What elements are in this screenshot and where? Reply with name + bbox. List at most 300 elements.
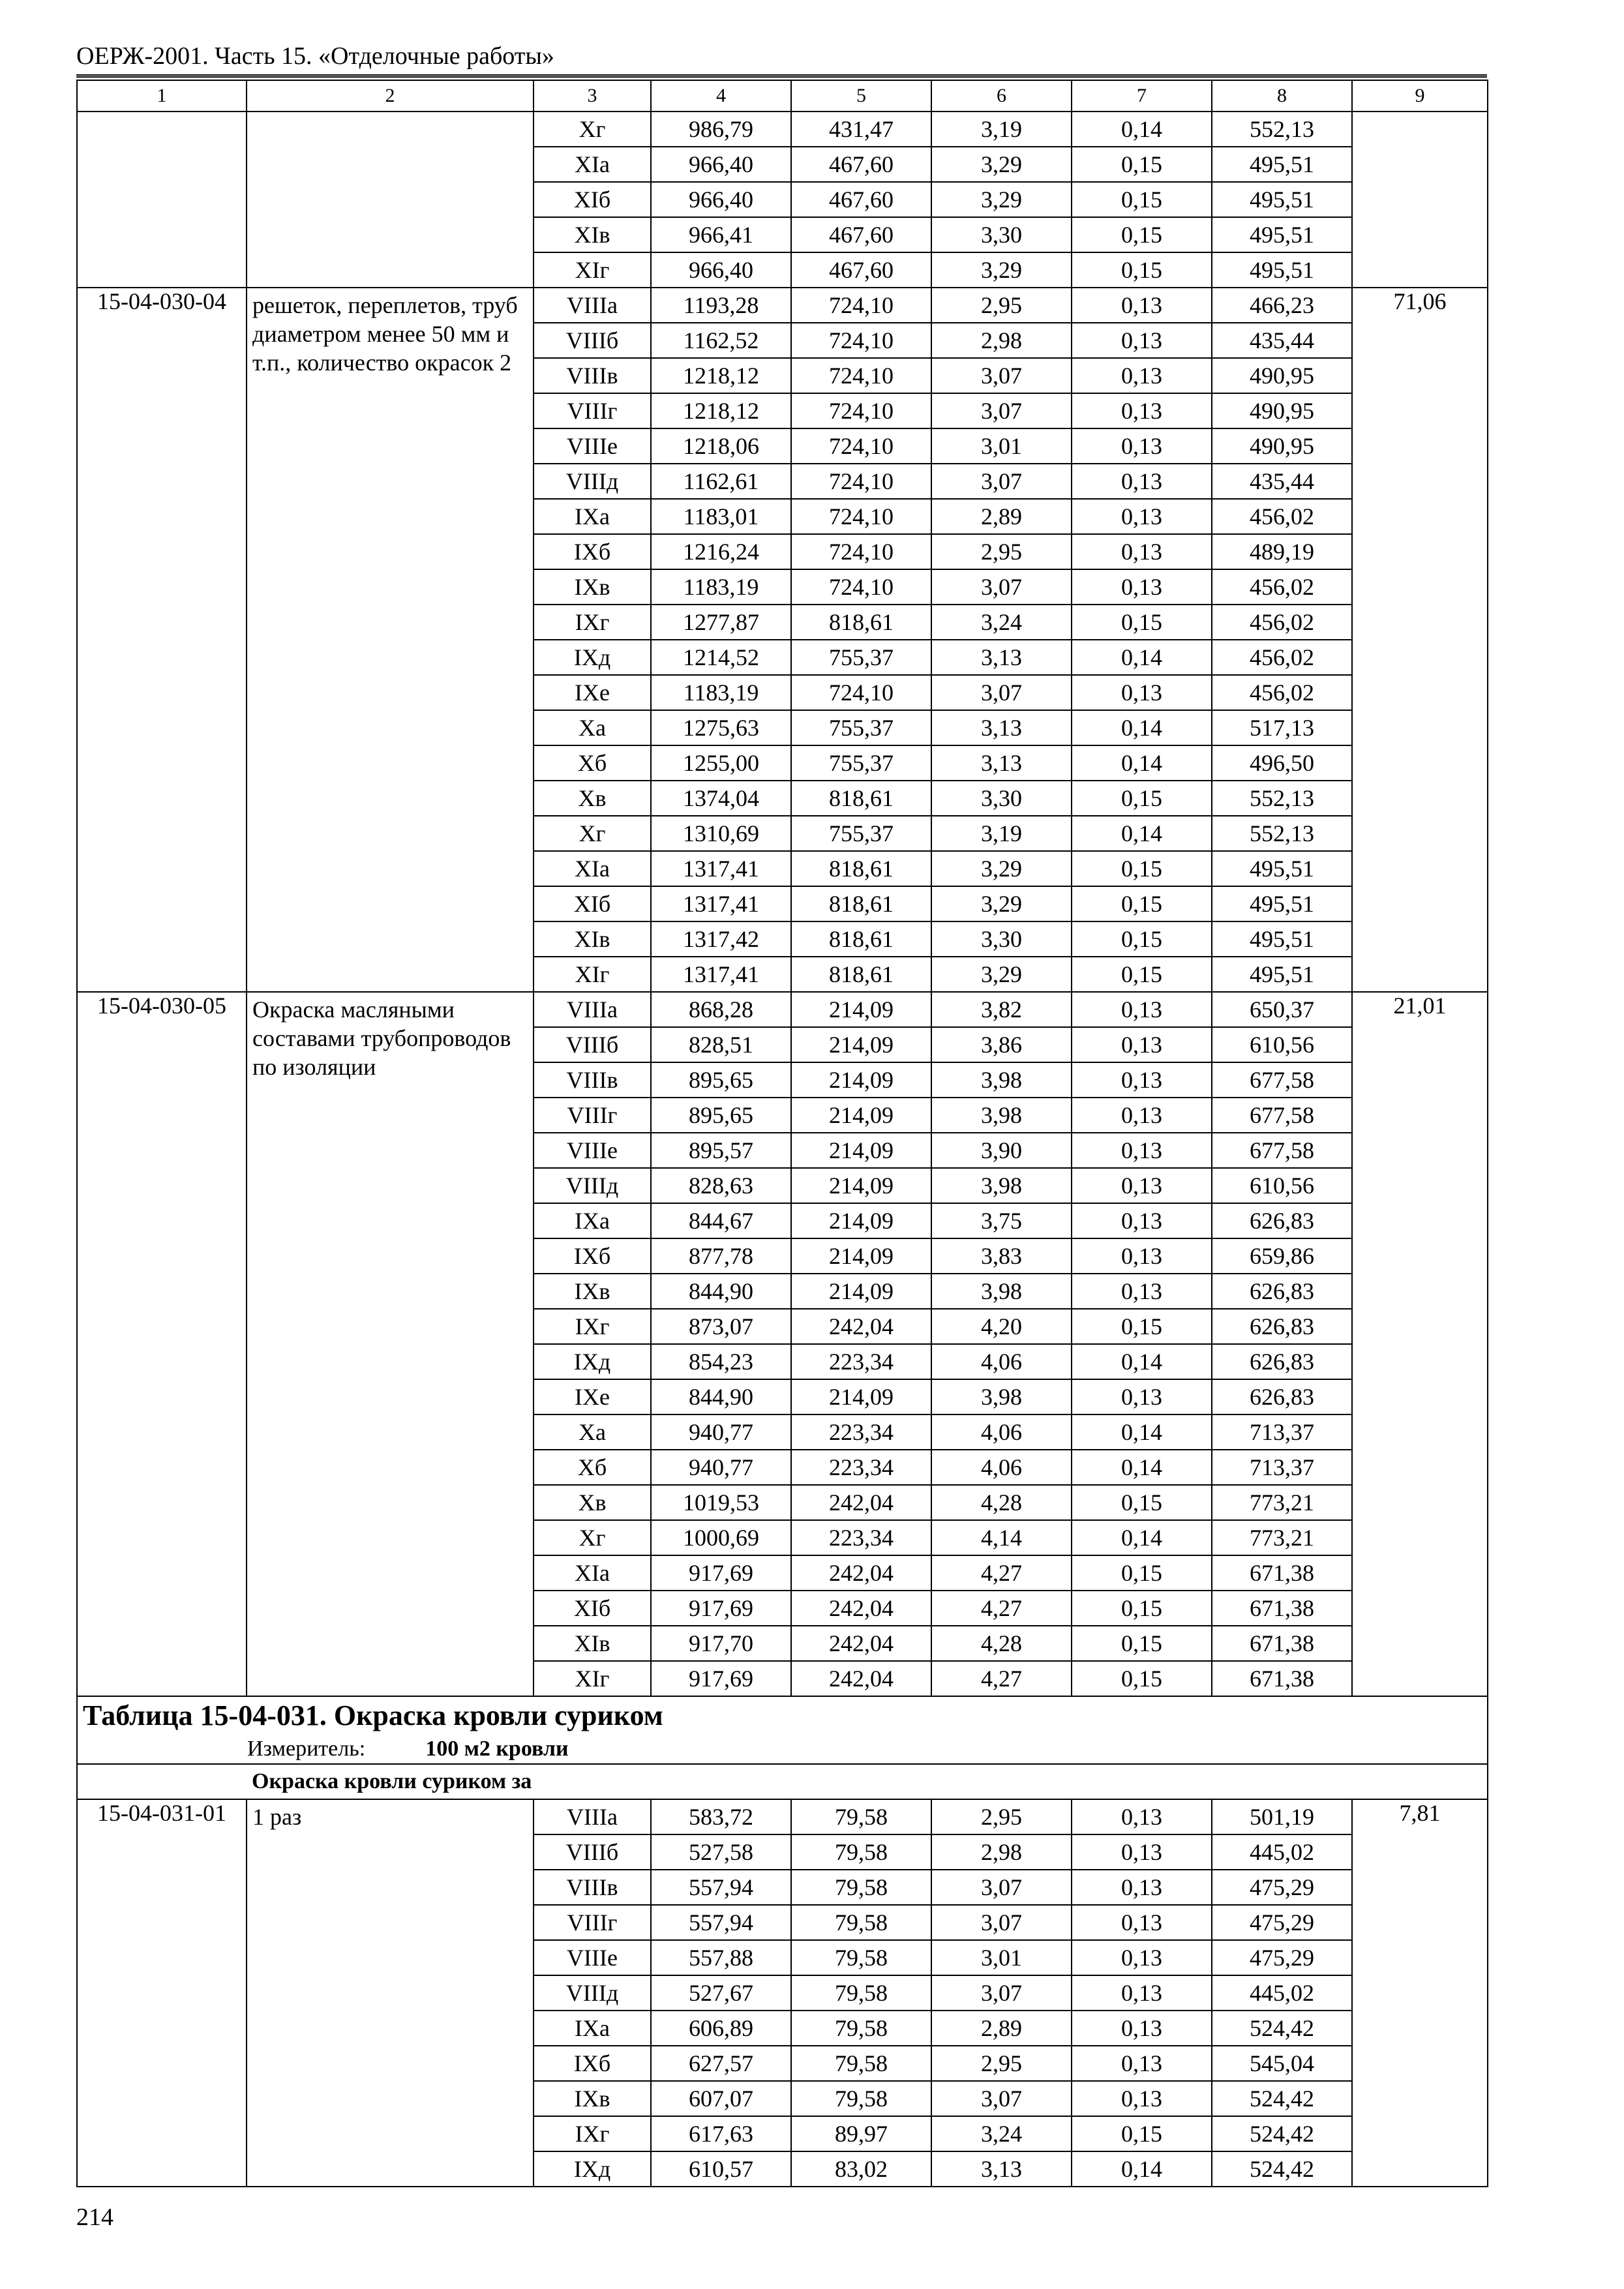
value-cell: 495,51: [1212, 921, 1352, 957]
value-cell: 1277,87: [651, 605, 791, 640]
section-spacer: [77, 1764, 247, 1799]
value-cell: 0,15: [1072, 1626, 1212, 1661]
value-cell: 475,29: [1212, 1870, 1352, 1905]
value-cell: 223,34: [791, 1520, 931, 1555]
value-cell: 0,14: [1072, 112, 1212, 147]
value-cell: 659,86: [1212, 1238, 1352, 1274]
value-cell: 0,13: [1072, 1203, 1212, 1238]
zone-cell: VIIIе: [534, 1940, 651, 1975]
value-cell: 0,13: [1072, 569, 1212, 605]
value-cell: 0,13: [1072, 992, 1212, 1027]
value-cell: 895,65: [651, 1098, 791, 1133]
value-cell: 4,27: [931, 1591, 1072, 1626]
value-cell: 818,61: [791, 605, 931, 640]
value-cell: 0,15: [1072, 851, 1212, 886]
zone-cell: IXв: [534, 2081, 651, 2116]
value-cell: 4,06: [931, 1344, 1072, 1379]
value-cell: 1162,52: [651, 323, 791, 358]
value-cell: 940,77: [651, 1450, 791, 1485]
zone-cell: XIа: [534, 1555, 651, 1591]
value-cell: 626,83: [1212, 1344, 1352, 1379]
value-cell: 1218,12: [651, 358, 791, 393]
value-cell: 606,89: [651, 2011, 791, 2046]
value-cell: 552,13: [1212, 816, 1352, 851]
value-cell: 3,07: [931, 1870, 1072, 1905]
measure-label: Измеритель:: [247, 1737, 366, 1761]
value-cell: 0,14: [1072, 640, 1212, 675]
value-cell: 4,27: [931, 1661, 1072, 1696]
value-cell: 818,61: [791, 921, 931, 957]
value-cell: 490,95: [1212, 428, 1352, 464]
value-cell: 79,58: [791, 2081, 931, 2116]
zone-cell: Xв: [534, 1485, 651, 1520]
value-cell: 545,04: [1212, 2046, 1352, 2081]
zone-cell: VIIIе: [534, 1133, 651, 1168]
value-cell: 0,15: [1072, 182, 1212, 217]
value-cell: 986,79: [651, 112, 791, 147]
measure-value: 100 м2 кровли: [425, 1737, 569, 1761]
value-cell: 966,40: [651, 147, 791, 182]
table-title-row: [77, 1696, 1488, 1764]
value-cell: 3,13: [931, 710, 1072, 745]
zone-cell: IXд: [534, 1344, 651, 1379]
work-description: [247, 112, 534, 288]
zone-cell: Xг: [534, 112, 651, 147]
value-cell: 445,02: [1212, 1975, 1352, 2011]
value-cell: 0,14: [1072, 816, 1212, 851]
work-description: 1 раз: [247, 1799, 534, 2187]
value-cell: 214,09: [791, 1133, 931, 1168]
value-cell: 501,19: [1212, 1799, 1352, 1834]
zone-cell: IXа: [534, 1203, 651, 1238]
value-cell: 0,13: [1072, 288, 1212, 323]
zone-cell: Xг: [534, 816, 651, 851]
value-cell: 3,29: [931, 252, 1072, 288]
value-cell: 0,15: [1072, 1485, 1212, 1520]
value-cell: 3,29: [931, 886, 1072, 921]
value-cell: 818,61: [791, 957, 931, 992]
zone-cell: IXе: [534, 1379, 651, 1414]
value-cell: 524,42: [1212, 2081, 1352, 2116]
value-cell: 3,29: [931, 182, 1072, 217]
value-cell: 490,95: [1212, 393, 1352, 428]
value-cell: 456,02: [1212, 640, 1352, 675]
value-cell: 1183,01: [651, 499, 791, 534]
rate-code: 15-04-031-01: [77, 1799, 247, 2187]
value-cell: 3,86: [931, 1027, 1072, 1062]
zone-cell: Xб: [534, 745, 651, 781]
value-cell: 0,15: [1072, 1309, 1212, 1344]
value-cell: 490,95: [1212, 358, 1352, 393]
value-cell: 724,10: [791, 428, 931, 464]
value-cell: 0,13: [1072, 1238, 1212, 1274]
value-cell: 724,10: [791, 464, 931, 499]
value-cell: 445,02: [1212, 1834, 1352, 1870]
value-cell: 0,14: [1072, 1520, 1212, 1555]
value-cell: 0,15: [1072, 1555, 1212, 1591]
value-cell: 2,95: [931, 288, 1072, 323]
value-cell: 1183,19: [651, 675, 791, 710]
value-cell: 0,13: [1072, 323, 1212, 358]
value-cell: 917,69: [651, 1661, 791, 1696]
value-cell: 3,07: [931, 1975, 1072, 2011]
value-cell: 3,90: [931, 1133, 1072, 1168]
value-cell: 495,51: [1212, 182, 1352, 217]
value-cell: 895,65: [651, 1062, 791, 1098]
value-cell: 79,58: [791, 1799, 931, 1834]
zone-cell: IXб: [534, 534, 651, 569]
value-cell: 755,37: [791, 710, 931, 745]
zone-cell: IXв: [534, 569, 651, 605]
value-cell: 607,07: [651, 2081, 791, 2116]
value-cell: 242,04: [791, 1555, 931, 1591]
value-cell: 4,06: [931, 1450, 1072, 1485]
value-cell: 724,10: [791, 675, 931, 710]
value-cell: 223,34: [791, 1344, 931, 1379]
value-cell: 4,27: [931, 1555, 1072, 1591]
value-cell: 557,88: [651, 1940, 791, 1975]
value-cell: 773,21: [1212, 1485, 1352, 1520]
value-cell: 671,38: [1212, 1555, 1352, 1591]
value-cell: 1218,12: [651, 393, 791, 428]
work-description: Окраска масляными составами трубопроводов по изоляции: [247, 992, 534, 1696]
value-cell: 1255,00: [651, 745, 791, 781]
value-cell: 671,38: [1212, 1591, 1352, 1626]
value-cell: 214,09: [791, 1203, 931, 1238]
value-cell: 4,28: [931, 1626, 1072, 1661]
value-cell: 0,13: [1072, 1062, 1212, 1098]
value-cell: 0,13: [1072, 2046, 1212, 2081]
table-row: [77, 992, 1488, 1027]
value-cell: 3,07: [931, 393, 1072, 428]
value-cell: 557,94: [651, 1905, 791, 1940]
value-cell: 2,95: [931, 1799, 1072, 1834]
value-cell: 966,40: [651, 252, 791, 288]
value-cell: 1317,41: [651, 957, 791, 992]
value-cell: 1183,19: [651, 569, 791, 605]
value-cell: 610,56: [1212, 1168, 1352, 1203]
zone-cell: VIIIб: [534, 1027, 651, 1062]
value-cell: 3,19: [931, 816, 1072, 851]
value-cell: 495,51: [1212, 252, 1352, 288]
value-cell: 3,13: [931, 2151, 1072, 2187]
value-cell: 242,04: [791, 1309, 931, 1344]
value-cell: 0,15: [1072, 2116, 1212, 2151]
value-cell: 0,13: [1072, 1905, 1212, 1940]
zone-cell: XIг: [534, 957, 651, 992]
value-cell: 495,51: [1212, 217, 1352, 252]
value-cell: 3,24: [931, 2116, 1072, 2151]
page-number: 214: [76, 2204, 113, 2231]
value-cell: 3,24: [931, 605, 1072, 640]
value-cell: 456,02: [1212, 569, 1352, 605]
zone-cell: Xб: [534, 1450, 651, 1485]
value-cell: 242,04: [791, 1591, 931, 1626]
value-cell: 527,67: [651, 1975, 791, 2011]
value-cell: 435,44: [1212, 323, 1352, 358]
value-cell: 626,83: [1212, 1379, 1352, 1414]
value-cell: 3,75: [931, 1203, 1072, 1238]
value-cell: 1019,53: [651, 1485, 791, 1520]
value-cell: 475,29: [1212, 1940, 1352, 1975]
value-cell: 552,13: [1212, 112, 1352, 147]
value-cell: 242,04: [791, 1485, 931, 1520]
zone-cell: IXг: [534, 1309, 651, 1344]
value-cell: 0,15: [1072, 1661, 1212, 1696]
value-cell: 79,58: [791, 1834, 931, 1870]
value-cell: 713,37: [1212, 1414, 1352, 1450]
value-cell: 3,30: [931, 921, 1072, 957]
column-number: 3: [534, 80, 651, 112]
value-cell: 1275,63: [651, 710, 791, 745]
value-cell: 0,14: [1072, 710, 1212, 745]
value-cell: 610,56: [1212, 1027, 1352, 1062]
value-cell: 489,19: [1212, 534, 1352, 569]
value-cell: 2,89: [931, 499, 1072, 534]
value-cell: 0,13: [1072, 1379, 1212, 1414]
zone-cell: XIв: [534, 1626, 651, 1661]
value-cell: 0,13: [1072, 464, 1212, 499]
value-cell: 496,50: [1212, 745, 1352, 781]
value-cell: 828,51: [651, 1027, 791, 1062]
value-cell: 4,20: [931, 1309, 1072, 1344]
value-cell: 3,82: [931, 992, 1072, 1027]
zone-cell: IXг: [534, 605, 651, 640]
value-cell: 89,97: [791, 2116, 931, 2151]
zone-cell: XIб: [534, 886, 651, 921]
value-cell: 0,15: [1072, 781, 1212, 816]
value-cell: 0,13: [1072, 1834, 1212, 1870]
value-cell: 83,02: [791, 2151, 931, 2187]
zone-cell: VIIIв: [534, 1870, 651, 1905]
value-cell: 917,70: [651, 1626, 791, 1661]
value-cell: 79,58: [791, 1975, 931, 2011]
value-cell: 828,63: [651, 1168, 791, 1203]
value-cell: 0,13: [1072, 2081, 1212, 2116]
value-cell: 0,15: [1072, 252, 1212, 288]
value-cell: 0,14: [1072, 1414, 1212, 1450]
value-cell: 0,14: [1072, 745, 1212, 781]
column-number-row: [77, 80, 1488, 112]
value-cell: 4,14: [931, 1520, 1072, 1555]
value-cell: 79,58: [791, 2046, 931, 2081]
zone-cell: VIIIв: [534, 358, 651, 393]
value-cell: 3,98: [931, 1062, 1072, 1098]
value-cell: 3,07: [931, 2081, 1072, 2116]
value-cell: 755,37: [791, 816, 931, 851]
zone-cell: VIIIб: [534, 323, 651, 358]
value-cell: 1317,41: [651, 886, 791, 921]
value-cell: 495,51: [1212, 147, 1352, 182]
column-number: 6: [931, 80, 1072, 112]
value-cell: 467,60: [791, 182, 931, 217]
page-header: ОЕРЖ-2001. Часть 15. «Отделочные работы»: [76, 40, 1487, 78]
value-cell: 467,60: [791, 217, 931, 252]
zone-cell: IXд: [534, 2151, 651, 2187]
value-cell: 3,01: [931, 428, 1072, 464]
value-cell: 917,69: [651, 1591, 791, 1626]
zone-cell: Xа: [534, 710, 651, 745]
zone-cell: IXб: [534, 1238, 651, 1274]
value-cell: 895,57: [651, 1133, 791, 1168]
value-cell: 617,63: [651, 2116, 791, 2151]
zone-cell: XIб: [534, 1591, 651, 1626]
value-cell: 214,09: [791, 1098, 931, 1133]
value-cell: 527,58: [651, 1834, 791, 1870]
zone-cell: IXв: [534, 1274, 651, 1309]
zone-cell: IXа: [534, 499, 651, 534]
value-cell: 242,04: [791, 1661, 931, 1696]
value-cell: 940,77: [651, 1414, 791, 1450]
value-cell: 0,13: [1072, 675, 1212, 710]
rate-code: 15-04-030-05: [77, 992, 247, 1696]
value-cell: 0,13: [1072, 1274, 1212, 1309]
zone-cell: Xг: [534, 1520, 651, 1555]
zone-cell: IXг: [534, 2116, 651, 2151]
rate-value: 71,06: [1352, 288, 1488, 992]
value-cell: 873,07: [651, 1309, 791, 1344]
value-cell: 755,37: [791, 745, 931, 781]
value-cell: 626,83: [1212, 1309, 1352, 1344]
zone-cell: Xа: [534, 1414, 651, 1450]
value-cell: 3,98: [931, 1274, 1072, 1309]
column-number: 1: [77, 80, 247, 112]
zone-cell: VIIIа: [534, 1799, 651, 1834]
value-cell: 0,15: [1072, 1591, 1212, 1626]
value-cell: 3,13: [931, 640, 1072, 675]
zone-cell: VIIIг: [534, 1098, 651, 1133]
value-cell: 0,14: [1072, 1450, 1212, 1485]
value-cell: 0,13: [1072, 1975, 1212, 2011]
value-cell: 966,40: [651, 182, 791, 217]
value-cell: 214,09: [791, 1238, 931, 1274]
zone-cell: XIа: [534, 147, 651, 182]
zone-cell: XIг: [534, 1661, 651, 1696]
value-cell: 844,67: [651, 1203, 791, 1238]
value-cell: 1317,41: [651, 851, 791, 886]
value-cell: 3,01: [931, 1940, 1072, 1975]
value-cell: 0,13: [1072, 428, 1212, 464]
value-cell: 627,57: [651, 2046, 791, 2081]
value-cell: 3,07: [931, 464, 1072, 499]
value-cell: 456,02: [1212, 605, 1352, 640]
value-cell: 818,61: [791, 886, 931, 921]
value-cell: 854,23: [651, 1344, 791, 1379]
value-cell: 818,61: [791, 781, 931, 816]
value-cell: 0,13: [1072, 1133, 1212, 1168]
table-row: [77, 1799, 1488, 1834]
value-cell: 0,14: [1072, 1344, 1212, 1379]
value-cell: 626,83: [1212, 1203, 1352, 1238]
value-cell: 3,07: [931, 675, 1072, 710]
value-cell: 818,61: [791, 851, 931, 886]
value-cell: 3,07: [931, 569, 1072, 605]
rate-value: 21,01: [1352, 992, 1488, 1696]
value-cell: 724,10: [791, 288, 931, 323]
column-number: 5: [791, 80, 931, 112]
value-cell: 223,34: [791, 1414, 931, 1450]
value-cell: 1000,69: [651, 1520, 791, 1555]
section-title: Окраска кровли суриком за: [247, 1764, 1488, 1799]
value-cell: 0,13: [1072, 534, 1212, 569]
column-number: 8: [1212, 80, 1352, 112]
value-cell: 3,29: [931, 957, 1072, 992]
rate-code: [77, 112, 247, 288]
value-cell: 1162,61: [651, 464, 791, 499]
value-cell: 2,98: [931, 323, 1072, 358]
value-cell: 214,09: [791, 1379, 931, 1414]
zone-cell: XIа: [534, 851, 651, 886]
value-cell: 4,06: [931, 1414, 1072, 1450]
zone-cell: VIIIа: [534, 288, 651, 323]
value-cell: 456,02: [1212, 675, 1352, 710]
value-cell: 3,29: [931, 851, 1072, 886]
table-row: [77, 112, 1488, 147]
column-number: 2: [247, 80, 534, 112]
value-cell: 242,04: [791, 1626, 931, 1661]
value-cell: 3,30: [931, 217, 1072, 252]
value-cell: 724,10: [791, 323, 931, 358]
value-cell: 0,15: [1072, 957, 1212, 992]
value-cell: 677,58: [1212, 1062, 1352, 1098]
zone-cell: XIв: [534, 921, 651, 957]
value-cell: 467,60: [791, 147, 931, 182]
zone-cell: XIв: [534, 217, 651, 252]
value-cell: 1216,24: [651, 534, 791, 569]
zone-cell: VIIIа: [534, 992, 651, 1027]
column-number: 7: [1072, 80, 1212, 112]
value-cell: 524,42: [1212, 2011, 1352, 2046]
value-cell: 435,44: [1212, 464, 1352, 499]
value-cell: 552,13: [1212, 781, 1352, 816]
table-title: Таблица 15-04-031. Окраска кровли суриком: [83, 1699, 663, 1731]
value-cell: 0,15: [1072, 217, 1212, 252]
value-cell: 0,13: [1072, 1870, 1212, 1905]
table-row: [77, 288, 1488, 323]
value-cell: 724,10: [791, 358, 931, 393]
value-cell: 724,10: [791, 499, 931, 534]
value-cell: 610,57: [651, 2151, 791, 2187]
value-cell: 713,37: [1212, 1450, 1352, 1485]
rate-code: 15-04-030-04: [77, 288, 247, 992]
value-cell: 524,42: [1212, 2151, 1352, 2187]
value-cell: 214,09: [791, 992, 931, 1027]
zone-cell: VIIIе: [534, 428, 651, 464]
column-number: 9: [1352, 80, 1488, 112]
value-cell: 877,78: [651, 1238, 791, 1274]
value-cell: 3,83: [931, 1238, 1072, 1274]
value-cell: 0,13: [1072, 1027, 1212, 1062]
value-cell: 724,10: [791, 534, 931, 569]
zone-cell: IXа: [534, 2011, 651, 2046]
value-cell: 1374,04: [651, 781, 791, 816]
value-cell: 1214,52: [651, 640, 791, 675]
value-cell: 773,21: [1212, 1520, 1352, 1555]
value-cell: 517,13: [1212, 710, 1352, 745]
value-cell: 3,13: [931, 745, 1072, 781]
zone-cell: VIIIв: [534, 1062, 651, 1098]
value-cell: 0,14: [1072, 2151, 1212, 2187]
value-cell: 671,38: [1212, 1661, 1352, 1696]
work-description: решеток, переплетов, труб диаметром менее 50 мм и т.п., количество окрасок 2: [247, 288, 534, 992]
value-cell: 677,58: [1212, 1098, 1352, 1133]
zone-cell: XIб: [534, 182, 651, 217]
value-cell: 0,15: [1072, 921, 1212, 957]
value-cell: 3,19: [931, 112, 1072, 147]
value-cell: 3,98: [931, 1379, 1072, 1414]
value-cell: 79,58: [791, 2011, 931, 2046]
value-cell: 0,13: [1072, 2011, 1212, 2046]
